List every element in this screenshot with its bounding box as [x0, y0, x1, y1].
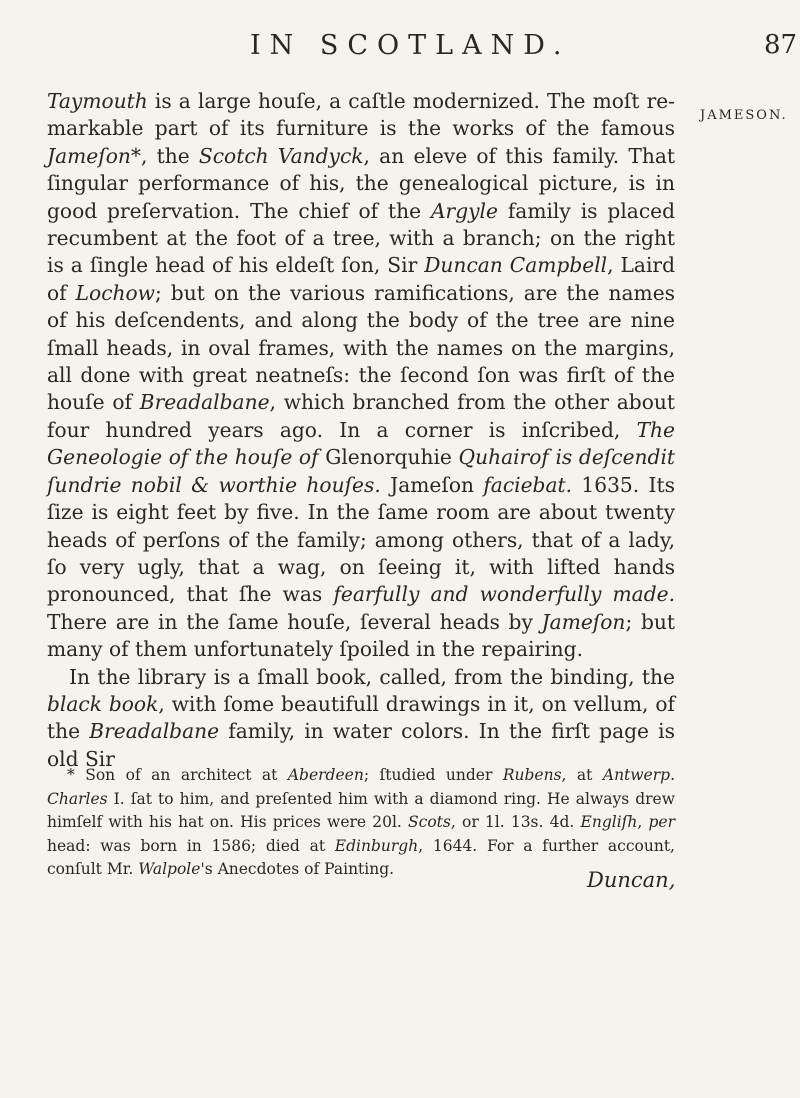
catchword: Duncan,: [587, 868, 676, 892]
italic-text: faciebat.: [483, 472, 573, 497]
text-run: In the library is a ſmall book, called, from the binding, the: [69, 664, 675, 689]
text-run: is a large houſe, a caſtle modernized. The moſt remarkable part of its furniture is the works of the famous: [47, 89, 675, 141]
page-number: 87: [764, 30, 798, 60]
text-run: ; but on the various ramifications, are the names of his deſcendents, and along the body of the tree are nine ſmall heads, in oval frames, with the names on the margins, all done with great neatneſs: the ſecond ſon was firſt of the houſe of: [47, 280, 676, 415]
text-run: , at: [561, 766, 603, 784]
margin-note: JAMESON.: [700, 108, 788, 123]
text-run: 's Anecdotes of Painting.: [200, 860, 395, 878]
text-run: ; ſtudied under: [363, 766, 503, 784]
italic-text: Jameſon: [541, 609, 626, 634]
italic-text: Quhairof is deſcendit ſundrie nobil & worthie houſes.: [47, 445, 676, 497]
italic-text: Lochow: [75, 280, 155, 305]
text-run: , 1644. For a further account, conſult Mr.: [47, 836, 675, 878]
footnote-jameson: [47, 764, 675, 882]
text-run: , with ſome beautifull drawings in it, on vellum, of the: [47, 691, 675, 744]
text-run: , an eleve of this family. That ſingular performance of his, the genealogical picture, is in good preſervation. The chief of the: [47, 143, 676, 223]
italic-text: black book: [47, 691, 159, 716]
italic-text: Breadalbane: [89, 719, 220, 744]
italic-text: Walpole: [138, 860, 201, 878]
italic-text: Breadalbane: [139, 390, 270, 415]
body-text: [47, 88, 675, 773]
italic-text: fearfully and wonderfully made.: [333, 582, 675, 607]
italic-text: Engliſh: [580, 813, 638, 831]
paragraph-taymouth: [47, 88, 675, 664]
text-run: head: was born in 1586; died at: [47, 836, 335, 855]
italic-text: Edinburgh: [334, 836, 419, 855]
text-run: 1635. Its ſize is eight feet by five. In the ſame room are about twenty heads of perſons of the family; among others, that of a lady, ſo very ugly, that a wag, on ſeeing it, with lifted hands pronounced, that ſhe was: [47, 472, 675, 607]
text-run: There are in the ſame houſe, ſeveral heads by: [47, 609, 542, 634]
text-run: ; but many of them unfortunately ſpoiled in the repairing.: [47, 609, 675, 662]
text-run: ,: [637, 813, 649, 831]
italic-text: The Geneologie of the houſe of: [47, 417, 675, 470]
italic-text: Charles: [47, 789, 108, 808]
text-run: Glenorquhie: [318, 445, 459, 470]
text-run: family is placed recumbent at the foot of a tree, with a branch; on the right is a ſingle head of his eldeſt ſon, Sir: [47, 198, 675, 278]
text-run: Jameſon: [380, 472, 484, 497]
italic-text: Jameſon: [47, 143, 131, 168]
italic-text: Duncan Campbell: [424, 253, 608, 278]
text-run: *, the: [130, 143, 199, 168]
italic-text: per: [648, 813, 675, 831]
text-run: family, in water colors. In the firſt page is old Sir: [47, 719, 675, 771]
text-run: , which branched from the other about four hundred years ago. In a corner is inſcribed,: [47, 390, 675, 442]
text-run: .: [670, 766, 675, 784]
paragraph-library: [47, 664, 675, 774]
italic-text: Antwerp: [602, 766, 671, 784]
italic-text: Scotch Vandyck: [198, 143, 364, 168]
italic-text: Taymouth: [47, 89, 148, 113]
running-head: IN SCOTLAND.: [250, 30, 571, 61]
italic-text: Aberdeen: [287, 766, 364, 784]
footnote: [47, 764, 675, 882]
text-run: * Son of an architect at: [67, 766, 288, 784]
italic-text: Rubens: [502, 766, 562, 784]
italic-text: Argyle: [430, 198, 498, 223]
text-run: , or 1l. 13s. 4d.: [450, 813, 581, 831]
italic-text: Scots: [408, 813, 451, 831]
footnote-separator: [60, 720, 670, 721]
text-run: , Laird of: [47, 253, 675, 305]
text-run: I. ſat to him, and preſented him with a diamond ring. He always drew himſelf with his hat on. His prices were 20l.: [47, 789, 675, 831]
